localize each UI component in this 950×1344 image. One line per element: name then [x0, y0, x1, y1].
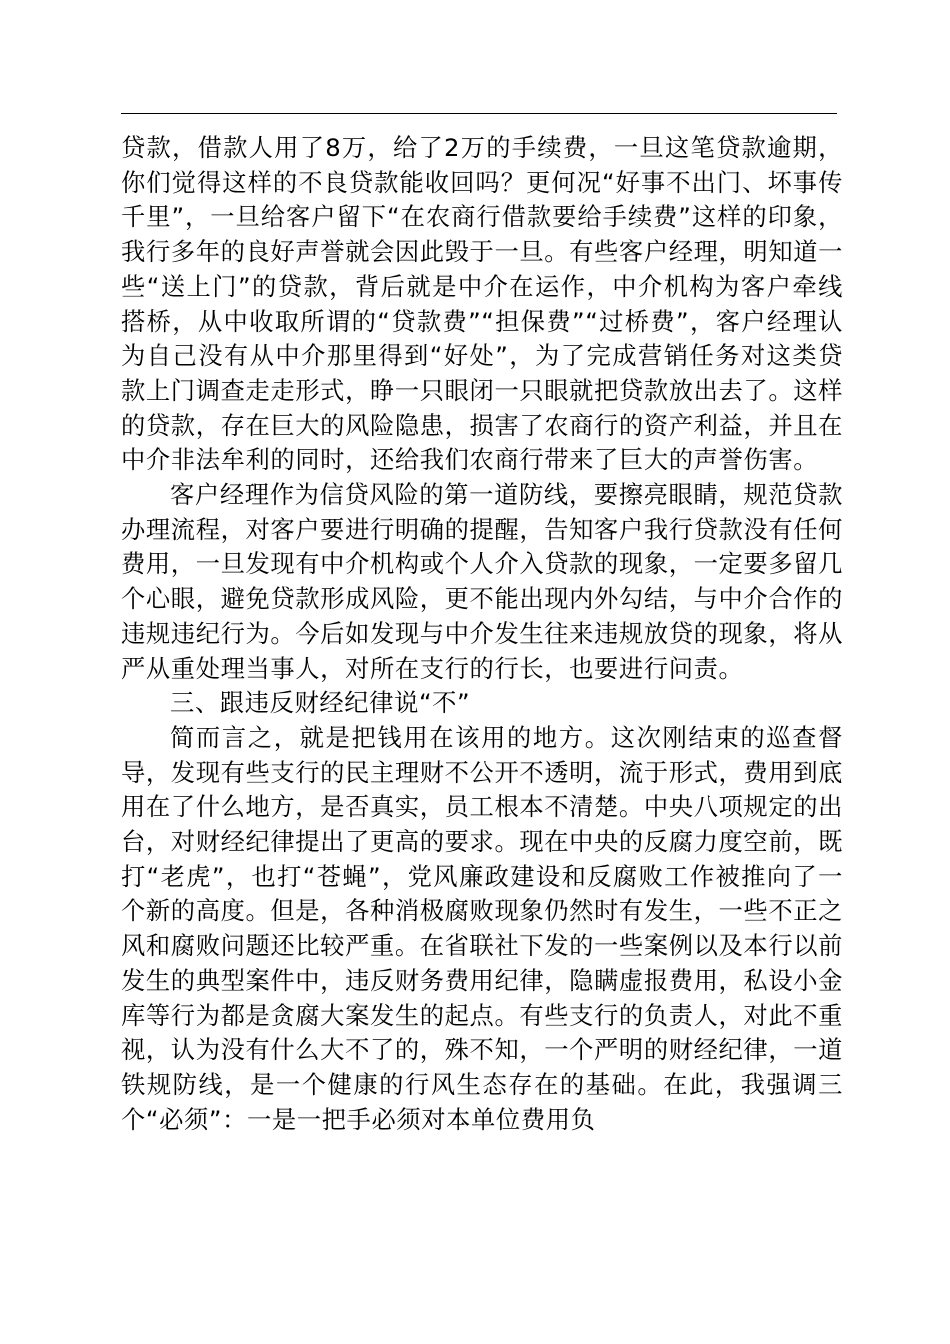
header-rule	[121, 113, 837, 114]
paragraph-financial-discipline: 简而言之，就是把钱用在该用的地方。这次刚结束的巡查督导，发现有些支行的民主理财不公开不透明，流于形式，费用到底用在了什么地方，是否真实，员工根本不清楚。中央八项规定的出台，对财经纪律提出了更高的要求。现在中央的反腐力度空前，既打“老虎”，也打“苍蝇”，党风廉政建设和反腐败工作被推向了一个新的高度。但是，各种消极腐败现象仍然时有发生，一些不正之风和腐败问题还比较严重。在省联社下发的一些案例以及本行以前发生的典型案件中，违反财务费用纪律，隐瞒虚报费用，私设小金库等行为都是贪腐大案发生的起点。有些支行的负责人，对此不重视，认为没有什么大不了的，殊不知，一个严明的财经纪律，一道铁规防线，是一个健康的行风生态存在的基础。在此，我强调三个“必须”：一是一把手必须对本单位费用负	[121, 722, 844, 1134]
paragraph-account-manager: 客户经理作为信贷风险的第一道防线，要擦亮眼睛，规范贷款办理流程，对客户要进行明确的提醒，告知客户我行贷款没有任何费用，一旦发现有中介机构或个人介入贷款的现象，一定要多留几个心眼，避免贷款形成风险，更不能出现内外勾结，与中介合作的违规违纪行为。今后如发现与中介发生往来违规放贷的现象，将从严从重处理当事人，对所在支行的行长，也要进行问责。	[121, 480, 844, 683]
paragraph-continuation: 贷款，借款人用了8万，给了2万的手续费，一旦这笔贷款逾期，你们觉得这样的不良贷款能收回吗？更何况“好事不出门、坏事传千里”，一旦给客户留下“在农商行借款要给手续费”这样的印象，我行多年的良好声誉就会因此毁于一旦。有些客户经理，明知道一些“送上门”的贷款，背后就是中介在运作，中介机构为客户牵线搭桥，从中收取所谓的“贷款费”“担保费”“过桥费”，客户经理认为自己没有从中介那里得到“好处”，为了完成营销任务对这类贷款上门调查走走形式，睁一只眼闭一只眼就把贷款放出去了。这样的贷款，存在巨大的风险隐患，损害了农商行的资产利益，并且在中介非法牟利的同时，还给我们农商行带来了巨大的声誉伤害。	[121, 133, 844, 475]
document-body	[121, 131, 843, 1137]
section-heading-financial-discipline: 三、跟违反财经纪律说“不”	[170, 688, 471, 718]
